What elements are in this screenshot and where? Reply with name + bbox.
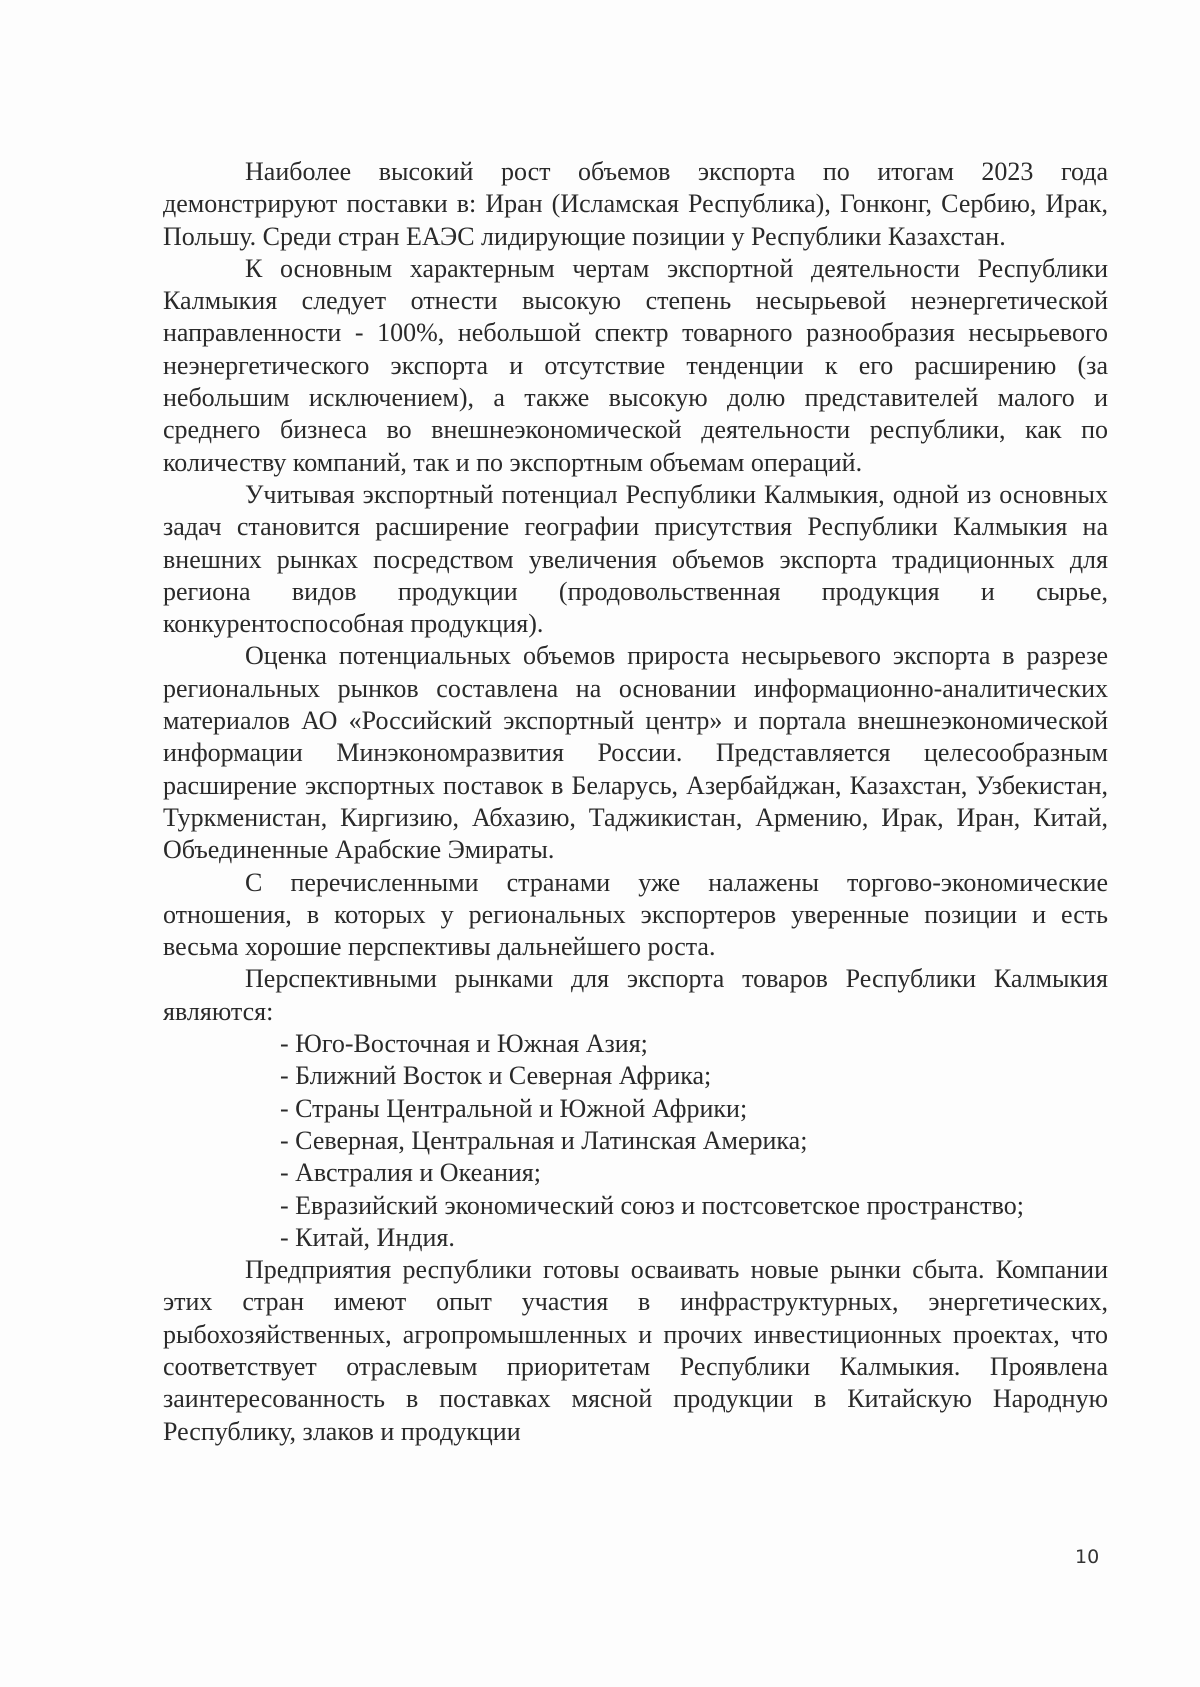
paragraph-export-growth: Наиболее высокий рост объемов экспорта по итогам 2023 года демонстрируют поставки в: Иран (Исламская Республика), Гонконг, Сербию, Ирак, Польшу. Среди стран ЕАЭС лидирующие позиции у Республики Казахстан. — [163, 157, 1108, 251]
list-item: - Юго-Восточная и Южная Азия; — [280, 1029, 648, 1059]
paragraph-prospective-markets-intro: Перспективными рынками для экспорта товаров Республики Калмыкия являются: — [163, 964, 1108, 1026]
paragraph-enterprises-ready: Предприятия республики готовы осваивать новые рынки сбыта. Компании этих стран имеют опыт участия в инфраструктурных, энергетических, рыбохозяйственных, агропромышленных и прочих инвестиционных проектах, что соответствует отраслевым приоритетам Республики Калмыкия. Проявлена заинтересованность в поставках мясной продукции в Китайскую Народную Республику, злаков и продукции — [163, 1255, 1108, 1446]
paragraph-export-features: К основным характерным чертам экспортной деятельности Республики Калмыкия следует отнести высокую степень несырьевой неэнергетической направленности - 100%, небольшой спектр товарного разнообразия несырьевого неэнергетического экспорта и отсутствие тенденции к его расширению (за небольшим исключением), а также высокую долю представителей малого и среднего бизнеса во внешнеэкономической деятельности республики, как по количеству компаний, так и по экспортным объемам операций. — [163, 253, 1108, 477]
paragraph-trade-relations: С перечисленными странами уже налажены торгово-экономические отношения, в которых у региональных экспортеров уверенные позиции и есть весьма хорошие перспективы дальнейшего роста. — [163, 867, 1108, 962]
prospective-markets-list — [163, 1028, 1108, 1254]
paragraph-market-assessment: Оценка потенциальных объемов прироста несырьевого экспорта в разрезе региональных рынков составлена на основании информационно-аналитических материалов АО «Российский экспортный центр» и портала внешнеэкономической информации Минэкономразвития России. Представляется целесообразным расширение экспортных поставок в Беларусь, Азербайджан, Казахстан, Узбекистан, Туркменистан, Киргизию, Абхазию, Таджикистан, Армению, Ирак, Иран, Китай, Объединенные Арабские Эмираты. — [163, 641, 1108, 865]
list-item: - Китай, Индия. — [280, 1222, 455, 1252]
list-item: - Северная, Центральная и Латинская Америка; — [280, 1125, 808, 1155]
list-item: - Ближний Восток и Северная Африка; — [280, 1061, 712, 1091]
list-item: - Евразийский экономический союз и постсоветское пространство; — [280, 1190, 1024, 1220]
document-body — [163, 156, 1108, 1448]
paragraph-export-potential: Учитывая экспортный потенциал Республики Калмыкия, одной из основных задач становится расширение географии присутствия Республики Калмыкия на внешних рынках посредством увеличения объемов экспорта традиционных для региона видов продукции (продовольственная продукция и сырье, конкурентоспособная продукция). — [163, 479, 1108, 639]
list-item: - Страны Центральной и Южной Африки; — [280, 1093, 748, 1123]
list-item: - Австралия и Океания; — [280, 1158, 541, 1188]
page-number: 10 — [1075, 1546, 1100, 1568]
